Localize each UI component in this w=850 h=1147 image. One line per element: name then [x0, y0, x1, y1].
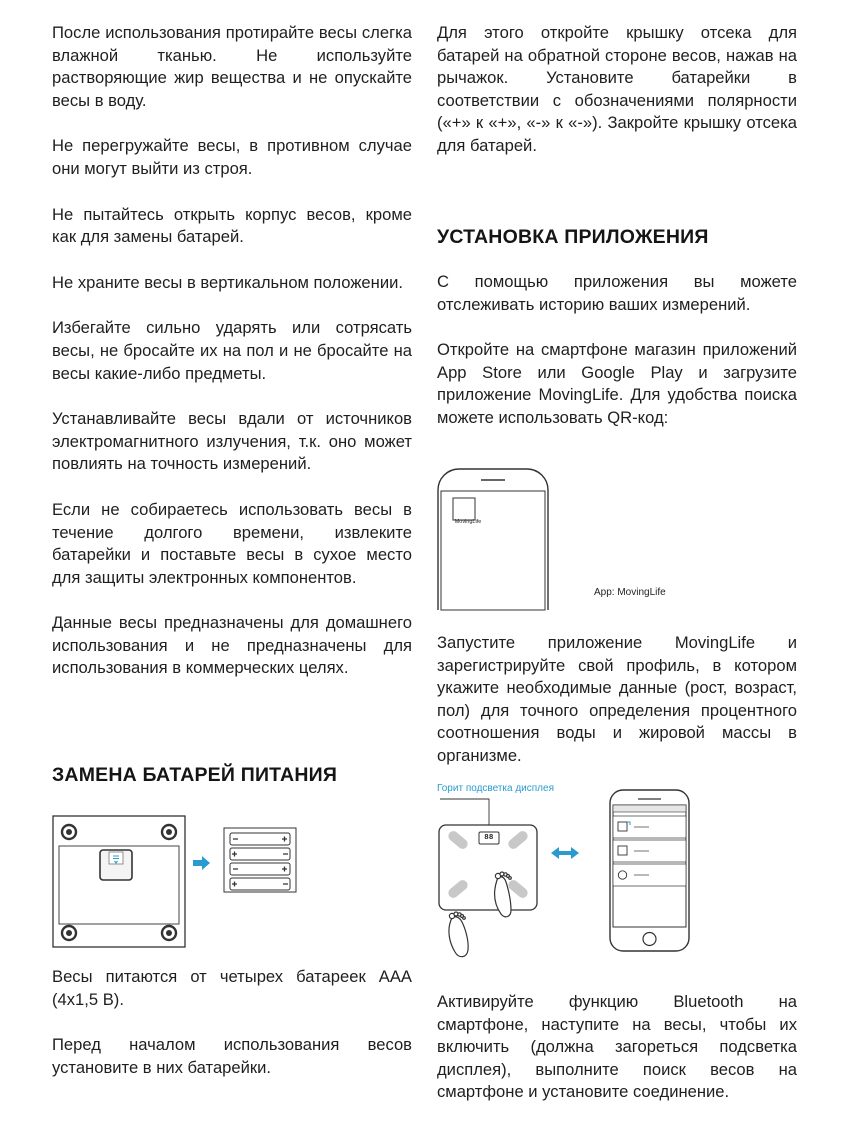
app-icon-label: MovingLife	[454, 519, 482, 525]
right-arrow-icon	[193, 856, 210, 870]
care-paragraph-5: Избегайте сильно ударять или сотрясать весы, не бросайте их на пол и не бросайте на весы какие-либо предметы.	[52, 318, 412, 383]
right-column-intro	[437, 22, 797, 158]
scale-display-readout: 88	[484, 832, 494, 841]
bluetooth-paragraph: Активируйте функцию Bluetooth на смартфоне, наступите на весы, чтобы их включить (должна загореться подсветка дисплея), выполните поиск весов на смартфоне и установите соединение.	[437, 992, 797, 1102]
phone-caption: App: MovingLife	[594, 587, 666, 598]
phone-icon	[438, 469, 548, 610]
care-paragraph-7: Если не собираетесь использовать весы в течение долгого времени, извлеките батарейки и поставьте весы в сухое место для защиты электронных компонентов.	[52, 499, 412, 587]
app-section-heading: УСТАНОВКА ПРИЛОЖЕНИЯ	[437, 226, 709, 248]
connection-figure	[437, 796, 697, 971]
app-text	[437, 271, 797, 430]
app-paragraph-2: Откройте на смартфоне магазин приложений App Store или Google Play и загрузите приложение MovingLife. Для удобства поиска можете использовать QR-код:	[437, 340, 797, 427]
care-paragraph-8: Данные весы предназначены для домашнего использования и не предназначены для использования в коммерческих целях.	[52, 613, 412, 678]
battery-figure	[52, 815, 312, 950]
battery-text	[52, 966, 412, 1079]
registration-text	[437, 632, 797, 768]
care-paragraph-4: Не храните весы в вертикальном положении.	[52, 272, 403, 292]
care-paragraph-1: После использования протирайте весы слегка влажной тканью. Не используйте растворяющие жир вещества и не опускайте весы в воду.	[52, 23, 412, 110]
display-light-label: Горит подсветка дисплея	[437, 783, 554, 794]
battery-instructions-paragraph: Для этого откройте крышку отсека для батарей на обратной стороне весов, нажав на рычажок. Установите батарейки в соответствии с обозначениями полярности («+» к «+», «-» к «-»). Закройте крышку отсека для батарей.	[437, 23, 797, 155]
care-paragraph-3: Не пытайтесь открыть корпус весов, кроме как для замены батарей.	[52, 204, 412, 247]
battery-section-heading: ЗАМЕНА БАТАРЕЙ ПИТАНИЯ	[52, 764, 338, 786]
smartphone-app-icon	[610, 790, 689, 951]
battery-compartment-icon	[224, 828, 296, 892]
registration-paragraph: Запустите приложение MovingLife и зарегистрируйте свой профиль, в котором укажите необходимые данные (рост, возраст, пол) для точного определения процентного соотношения воды и жировой массы в организме.	[437, 633, 797, 765]
qr-app-icon	[453, 498, 475, 520]
battery-paragraph-1: Весы питаются от четырех батареек AAA (4x1,5 В).	[52, 967, 412, 1009]
battery-paragraph-2: Перед началом использования весов установите в них батарейки.	[52, 1035, 412, 1077]
app-paragraph-1: С помощью приложения вы можете отслеживать историю ваших измерений.	[437, 272, 797, 314]
bluetooth-link-arrow-icon	[551, 847, 579, 859]
left-column	[52, 22, 412, 680]
bluetooth-text	[437, 991, 797, 1104]
scale-back-icon	[53, 816, 185, 947]
care-paragraph-2: Не перегружайте весы, в противном случае они могут выйти из строя.	[52, 136, 412, 178]
care-paragraph-6: Устанавливайте весы вдали от источников электромагнитного излучения, т.к. оно может повлиять на точность измерений.	[52, 409, 412, 474]
